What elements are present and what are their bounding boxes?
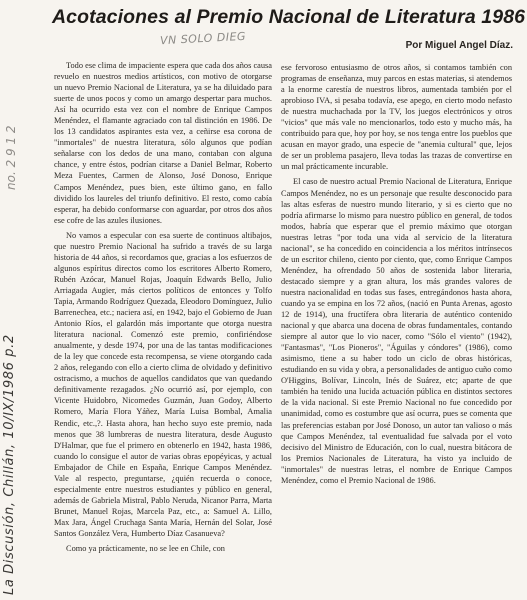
article-byline: Por Miguel Angel Díaz. — [405, 40, 513, 51]
handwritten-note: VN SOLO DIEG — [159, 29, 247, 48]
article-title: Acotaciones al Premio Nacional de Literatura 1986 — [52, 6, 526, 28]
right-column — [281, 62, 512, 490]
margin-annotation-top: no. 2 9 1 2 — [4, 125, 18, 190]
paragraph: Como ya prácticamente, no se lee en Chile, con — [66, 544, 225, 554]
margin-source-annotation: La Discusión, Chillán, 10/IX/1986 p.2 — [2, 334, 17, 595]
left-column — [54, 60, 272, 558]
paragraph: ese fervoroso entusiasmo de otros años, si contamos también con programas de enseñanza, muy parcos en estas materias, si atendemos a la enorme carestía de nuestros libros, aumentada también por el aprobioso IVA, si pesaba todavía, ese apego, en cierto modo nefasto de nuestra muchachada por la TV, los juegos electrónicos y otros "vicios" que más vale no mencionarlos, todo esto y mucho más, ha contribuido para que, hoy por hoy, se nos tenga entre los pueblos que acusan en mayor grado, una especie de "anemia cultural" que, lejos de ser un problema pasajero, lleva todas las trazas de convertirse en un mal prácticamente incurable. — [281, 63, 512, 172]
paragraph: Todo ese clima de impaciente espera que cada dos años causa revuelo en nuestros medios artísticos, con motivo de otorgarse un nuevo Premio Nacional de Literatura, ya se ha diluidado para suerte de unos pocos y como un amargo despertar para muchos. Así ha ocurrido esta vez con el nombre de Enrique Campos Menéndez, el flamante agraciado con tal distinción en 1986. De los 13 candidatos aspirantes esta vez, a ceñirse esa corona de "inmortales" de nuestra literatura, sólo algunos que podían señalarse con los dedos de una mano, contaban con alguna chance, y entre éstos, podrían citarse a Daniel Belmar, Roberto Meza Fuentes, Carmen de Alonso, José Donoso, Enrique Campos Menéndez, pues bien, este último gano, en fallo dividido los laureles del triunfo definitivo. El resto, como cabía esperar, ha debido conformarse con aguardar, por otros dos años ese cofre de las azules ilusiones. — [54, 61, 272, 225]
paragraph: No vamos a especular con esa suerte de continuos altibajos, que nuestro Premio Nacional ha sufrido a través de su larga historia de 44 años, si recordamos que, gracias a los esfuerzos de algunos espíritus directos como los escritores Alberto Romero, Rubén Azócar, Manuel Rojas, Joaquín Edwards Bello, Julio Arriagada Augier, más ciertos políticos de entonces y Tolfo Tapia, Armando Rodríguez Quezada, Eleodoro Domínguez, Julio Barrenechea, etc.; naciera así, en 1942, bajo el Gobierno de Juan Antonio Ríos, el galardón más importante que otorga nuestra literatura nacional. Comenzó este premio, confiriéndose anualmente, y desde 1974, por una de las tantas modificaciones de la ley que concede esta recompensa, se viene otorgando cada 2 años, relegando con ello a cierto clima de olvidado y definitivo ostracismo, a muchos de aquellos candidatos que van quedando definitivamente rezagados. ¿No ocurrió así, por ejemplo, con Vicente Huidobro, Nicomedes Guzmán, Juan Godoy, Alberto Romero, María Flora Yáñez, María Luisa Bombal, Amalia Rendic, etc.,?. Hasta ahora, han hecho suyo este premio, nada menos que 38 lumbreras de nuestra literatura, desde Augusto D'Halmar, que fue el primero en obtenerlo en 1942, hasta 1986, cuando lo consigue el autor de varias obras epopéyicas, y actual Embajador de Chile en España, Enrique Campos Menéndez. Vale al respecto, preguntarse, ¿quién recuerda o conoce, especialmente entre nuestros estudiantes y público en general, además de Gabriela Mistral, Pablo Neruda, Nicanor Parra, Marta Brunet, Manuel Rojas, Marcela Paz, etc., a: Samuel A. Lillo, Max Jara, Ángel Cruchaga Santa María, Hernán del Solar, José Santos González Vera, Humberto Díaz Casanueva? — [54, 230, 272, 538]
paragraph: El caso de nuestro actual Premio Nacional de Literatura, Enrique Campos Menéndez, no es un personaje que resulte desconocido para las altas esferas de nuestro mundo literario, y si es cierto que no podría afirmarse lo mismo para nuestro público en general, de todos modos, habría que esperar que el premio máximo que otorgan nuestras letras "por toda una vida al servicio de la literatura nacional", se ha concedido en coincidencia a los méritos intrínsecos de un escritor chileno, ciento por ciento, que, como Enrique Campos Menéndez, ha ofrendado 50 años de sostenida labor literaria, destacado siempre y a gran altura, los más grandes valores de nuestra nacionalidad en todas sus fases, entregándonos hasta ahora, cuando ya se empina en los 72 años, (nació en Punta Arenas, agosto 12 de 1914), una fructífera obra literaria de auténtico contenido nacional y que abarca una docena de obras fundamentales, contando siempre al autor que lo vio nacer, como "Sólo el viento" (1942), "Fantasmas", "Los Pioneros", "Águilas y cóndores" (1986), como asimismo, tiene a su haber todo un ciclo de obras históricas, estudiando en su vida y obra, a personalidades de antiguo cuño como O'Higgins, Bolívar, Lincoln, Inés de Suárez, etc; aparte de que también ha tenido una lucida actuación pública en distintos sectores de la vida nacional. Si este Premio Nacional no fue concedido por unanimidad, como es costumbre que así ocurra, pues se comenta que las preferencias estaban por José Donoso, un autor tan valioso o más que Campos Menéndez, tal eventualidad fue salvada por el voto decisivo del Ministro de Educación, con lo cual, nuestra bitácora de los Premios Nacionales de Literatura, ha visto ya incluido de "inmortales" de nuestras letras, el nombre de Enrique Campos Menéndez, como el Premio Nacional de 1986. — [281, 177, 512, 485]
